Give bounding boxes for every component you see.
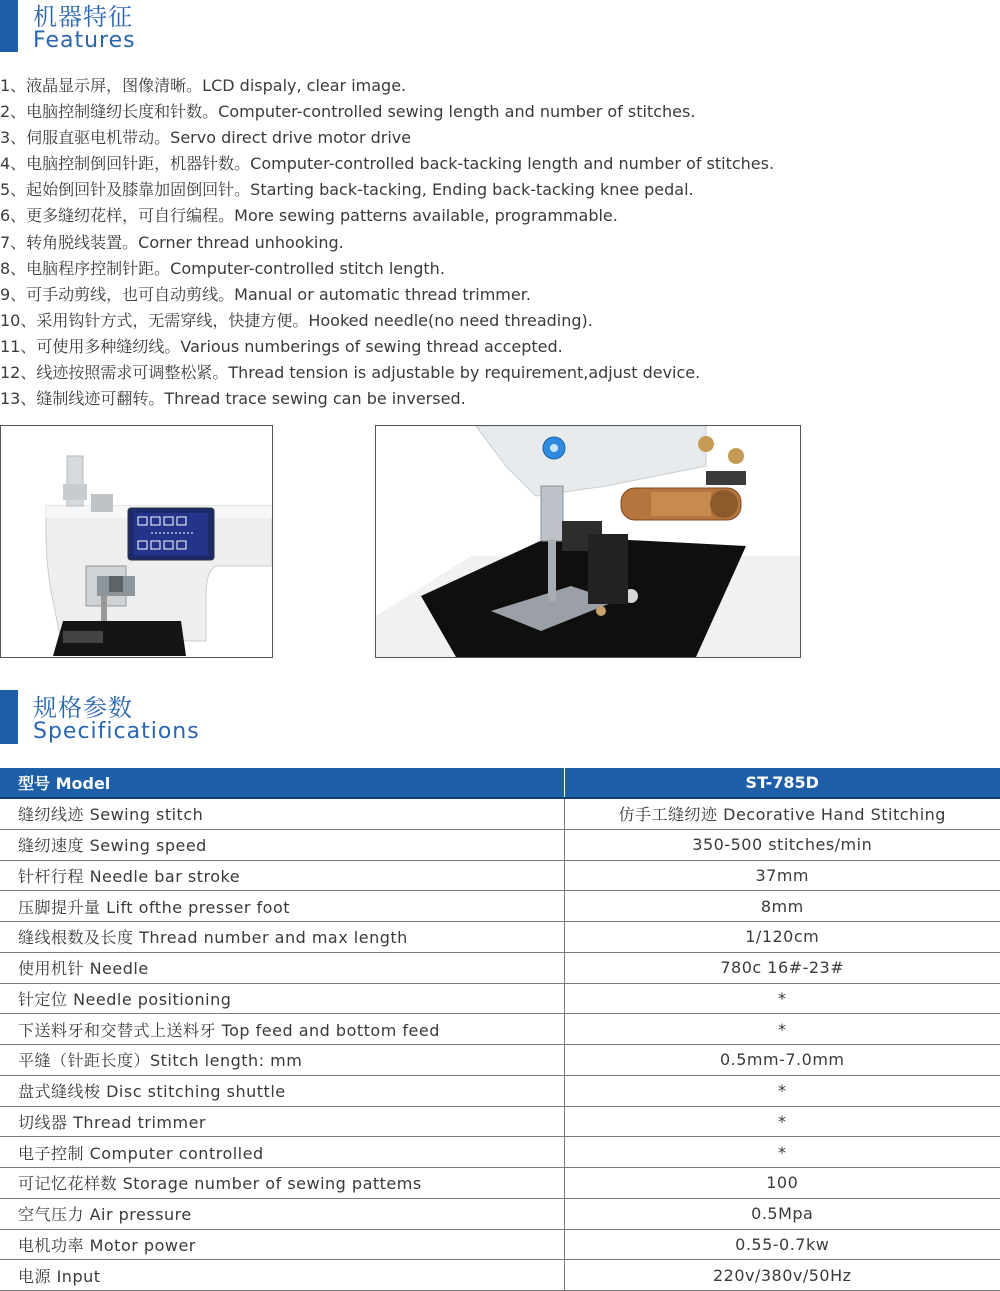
features-title-en: Features <box>33 28 136 53</box>
table-row <box>0 1260 1000 1291</box>
machine-overview-photo <box>0 425 273 658</box>
table-row <box>0 952 1000 983</box>
spec-param: 针杆行程 Needle bar stroke <box>0 860 564 891</box>
table-header-row <box>0 768 1000 798</box>
spec-value: 37mm <box>564 860 1000 891</box>
spec-value: * <box>564 983 1000 1014</box>
feature-item: 9、可手动剪线，也可自动剪线。Manual or automatic thread trimmer. <box>0 284 531 304</box>
spec-value: 0.5mm-7.0mm <box>564 1045 1000 1076</box>
feature-item: 10、采用钩针方式，无需穿线，快捷方便。Hooked needle(no need threading). <box>0 310 593 330</box>
feature-item: 8、电脑程序控制针距。Computer-controlled stitch length. <box>0 258 445 278</box>
spec-param: 缝线根数及长度 Thread number and max length <box>0 922 564 953</box>
specs-table <box>0 768 1000 1291</box>
needle-closeup-photo <box>375 425 801 658</box>
spec-param: 电源 Input <box>0 1260 564 1291</box>
table-row <box>0 922 1000 953</box>
spec-value: 仿手工缝纫迹 Decorative Hand Stitching <box>564 798 1000 829</box>
table-row <box>0 1014 1000 1045</box>
feature-item: 1、液晶显示屏，图像清晰。LCD dispaly, clear image. <box>0 76 407 95</box>
specs-heading <box>0 688 300 748</box>
spec-param: 电机功率 Motor power <box>0 1229 564 1260</box>
spec-value: * <box>564 1075 1000 1106</box>
table-row <box>0 1168 1000 1199</box>
table-row <box>0 1137 1000 1168</box>
needle-closeup-illustration <box>376 426 800 657</box>
spec-param: 平缝（针距长度）Stitch length: mm <box>0 1045 564 1076</box>
table-row <box>0 860 1000 891</box>
spec-value: 0.55-0.7kw <box>564 1229 1000 1260</box>
feature-item: 3、伺服直驱电机带动。Servo direct drive motor drive <box>0 128 412 148</box>
feature-item: 5、起始倒回针及膝靠加固倒回针。Starting back-tacking, Ending back-tacking knee pedal. <box>0 180 694 200</box>
feature-item: 6、更多缝纫花样，可自行编程。More sewing patterns available, programmable. <box>0 206 618 226</box>
header-param: 型号 Model <box>0 768 564 798</box>
heading-accent-bar <box>0 0 18 52</box>
table-row <box>0 798 1000 829</box>
table-row <box>0 891 1000 922</box>
table-row <box>0 1045 1000 1076</box>
spec-value: 100 <box>564 1168 1000 1199</box>
features-list <box>0 73 774 412</box>
spec-value: * <box>564 1106 1000 1137</box>
spec-value: 0.5Mpa <box>564 1198 1000 1229</box>
heading-accent-bar <box>0 690 18 744</box>
table-row <box>0 1106 1000 1137</box>
sewing-machine-illustration <box>1 426 272 657</box>
table-row <box>0 1198 1000 1229</box>
spec-param: 压脚提升量 Lift ofthe presser foot <box>0 891 564 922</box>
features-title-cn: 机器特征 <box>33 3 133 31</box>
spec-value: 780c 16#-23# <box>564 952 1000 983</box>
spec-param: 针定位 Needle positioning <box>0 983 564 1014</box>
spec-value: 220v/380v/50Hz <box>564 1260 1000 1291</box>
feature-item: 4、电脑控制倒回针距，机器针数。Computer-controlled back-tacking length and number of stitches. <box>0 154 775 174</box>
spec-param: 缝纫速度 Sewing speed <box>0 829 564 860</box>
spec-param: 可记忆花样数 Storage number of sewing pattems <box>0 1168 564 1199</box>
spec-param: 电子控制 Computer controlled <box>0 1137 564 1168</box>
spec-value: 8mm <box>564 891 1000 922</box>
table-row <box>0 829 1000 860</box>
spec-param: 下送料牙和交替式上送料牙 Top feed and bottom feed <box>0 1014 564 1045</box>
spec-value: 350-500 stitches/min <box>564 829 1000 860</box>
spec-param: 空气压力 Air pressure <box>0 1198 564 1229</box>
features-heading <box>0 0 300 58</box>
specs-title-en: Specifications <box>33 719 200 744</box>
feature-item: 7、转角脱线装置。Corner thread unhooking. <box>0 232 344 252</box>
spec-value: * <box>564 1014 1000 1045</box>
specs-title-cn: 规格参数 <box>33 694 133 722</box>
feature-item: 2、电脑控制缝纫长度和针数。Computer-controlled sewing length and number of stitches. <box>0 102 696 122</box>
feature-item: 12、线迹按照需求可调整松紧。Thread tension is adjustable by requirement,adjust device. <box>0 363 701 383</box>
spec-value: 1/120cm <box>564 922 1000 953</box>
spec-param: 切线器 Thread trimmer <box>0 1106 564 1137</box>
spec-param: 缝纫线迹 Sewing stitch <box>0 798 564 829</box>
spec-param: 盘式缝线梭 Disc stitching shuttle <box>0 1075 564 1106</box>
header-model: ST-785D <box>564 768 1000 798</box>
feature-item: 11、可使用多种缝纫线。Various numberings of sewing thread accepted. <box>0 336 563 356</box>
table-row <box>0 983 1000 1014</box>
spec-param: 使用机针 Needle <box>0 952 564 983</box>
spec-value: * <box>564 1137 1000 1168</box>
table-row <box>0 1075 1000 1106</box>
feature-item: 13、缝制线迹可翻转。Thread trace sewing can be inversed. <box>0 389 466 409</box>
table-row <box>0 1229 1000 1260</box>
